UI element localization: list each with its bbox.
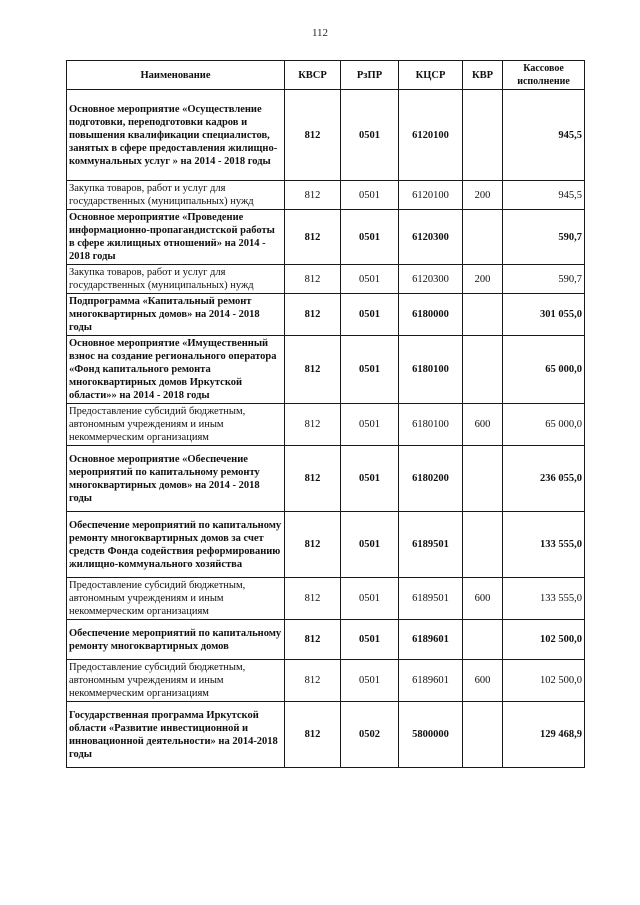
cell-cash-execution: 102 500,0 <box>503 620 585 660</box>
cell-kvr: 200 <box>463 265 503 294</box>
cell-name: Закупка товаров, работ и услуг для государственных (муниципальных) нужд <box>67 265 285 294</box>
cell-kvr: 600 <box>463 660 503 702</box>
cell-kvsr: 812 <box>285 512 341 578</box>
cell-rzpr: 0501 <box>341 336 399 404</box>
cell-kvsr: 812 <box>285 620 341 660</box>
table-header-row <box>67 61 585 90</box>
table-row <box>67 702 585 768</box>
cell-rzpr: 0501 <box>341 294 399 336</box>
table-body <box>67 90 585 768</box>
cell-cash-execution: 133 555,0 <box>503 578 585 620</box>
table-row <box>67 404 585 446</box>
cell-kvr <box>463 90 503 181</box>
cell-kvr <box>463 210 503 265</box>
table-row <box>67 578 585 620</box>
page-number: 112 <box>311 27 329 39</box>
cell-kcsr: 6189601 <box>399 620 463 660</box>
cell-name: Обеспечение мероприятий по капитальному ремонту многоквартирных домов <box>67 620 285 660</box>
cell-rzpr: 0501 <box>341 660 399 702</box>
cell-rzpr: 0501 <box>341 265 399 294</box>
cell-kvsr: 812 <box>285 336 341 404</box>
table-row <box>67 446 585 512</box>
cell-cash-execution: 65 000,0 <box>503 404 585 446</box>
table-row <box>67 336 585 404</box>
cell-kcsr: 6180100 <box>399 404 463 446</box>
cell-rzpr: 0501 <box>341 620 399 660</box>
cell-rzpr: 0501 <box>341 512 399 578</box>
cell-cash-execution: 133 555,0 <box>503 512 585 578</box>
cell-kvr: 200 <box>463 181 503 210</box>
budget-table <box>66 60 585 768</box>
cell-rzpr: 0502 <box>341 702 399 768</box>
cell-rzpr: 0501 <box>341 210 399 265</box>
cell-kcsr: 6120100 <box>399 90 463 181</box>
table-row <box>67 620 585 660</box>
cell-name: Закупка товаров, работ и услуг для государственных (муниципальных) нужд <box>67 181 285 210</box>
cell-kvsr: 812 <box>285 660 341 702</box>
cell-rzpr: 0501 <box>341 404 399 446</box>
cell-kcsr: 6180100 <box>399 336 463 404</box>
cell-rzpr: 0501 <box>341 446 399 512</box>
cell-kvsr: 812 <box>285 181 341 210</box>
cell-kvr <box>463 702 503 768</box>
cell-rzpr: 0501 <box>341 90 399 181</box>
header-rzpr: РзПР <box>341 61 399 90</box>
table-row <box>67 181 585 210</box>
cell-cash-execution: 945,5 <box>503 181 585 210</box>
cell-cash-execution: 65 000,0 <box>503 336 585 404</box>
cell-kvsr: 812 <box>285 578 341 620</box>
cell-kcsr: 6180200 <box>399 446 463 512</box>
cell-kvr: 600 <box>463 404 503 446</box>
cell-kvsr: 812 <box>285 265 341 294</box>
cell-name: Основное мероприятие «Осуществление подготовки, переподготовки кадров и повышения квалификации специалистов, занятых в сфере предоставления жилищно-коммунальных услуг » на 2014 - 2018 годы <box>67 90 285 181</box>
cell-kcsr: 6120100 <box>399 181 463 210</box>
cell-name: Предоставление субсидий бюджетным, автономным учреждениям и иным некоммерческим организациям <box>67 404 285 446</box>
cell-kvsr: 812 <box>285 210 341 265</box>
cell-kcsr: 5800000 <box>399 702 463 768</box>
cell-kcsr: 6120300 <box>399 210 463 265</box>
cell-cash-execution: 129 468,9 <box>503 702 585 768</box>
cell-kvr <box>463 512 503 578</box>
cell-kcsr: 6120300 <box>399 265 463 294</box>
cell-cash-execution: 590,7 <box>503 210 585 265</box>
cell-name: Основное мероприятие «Имущественный взнос на создание регионального оператора «Фонд капитального ремонта многоквартирных домов Иркутской области»» на 2014 - 2018 годы <box>67 336 285 404</box>
table-row <box>67 660 585 702</box>
cell-kvsr: 812 <box>285 702 341 768</box>
cell-cash-execution: 236 055,0 <box>503 446 585 512</box>
cell-kvsr: 812 <box>285 404 341 446</box>
table-row <box>67 512 585 578</box>
cell-cash-execution: 945,5 <box>503 90 585 181</box>
cell-cash-execution: 102 500,0 <box>503 660 585 702</box>
cell-kvr <box>463 336 503 404</box>
cell-rzpr: 0501 <box>341 578 399 620</box>
header-kcsr: КЦСР <box>399 61 463 90</box>
cell-kvr <box>463 294 503 336</box>
cell-rzpr: 0501 <box>341 181 399 210</box>
table-row <box>67 210 585 265</box>
cell-name: Государственная программа Иркутской области «Развитие инвестиционной и инновационной деятельности» на 2014-2018 годы <box>67 702 285 768</box>
cell-name: Основное мероприятие «Проведение информационно-пропагандистской работы в сфере жилищных отношений» на 2014 - 2018 годы <box>67 210 285 265</box>
table-row <box>67 90 585 181</box>
cell-kvsr: 812 <box>285 90 341 181</box>
header-cash-execution: Кассовое исполнение <box>503 61 585 90</box>
cell-kvsr: 812 <box>285 446 341 512</box>
header-kvr: КВР <box>463 61 503 90</box>
header-name: Наименование <box>67 61 285 90</box>
cell-kcsr: 6189501 <box>399 512 463 578</box>
cell-kcsr: 6189601 <box>399 660 463 702</box>
cell-kvsr: 812 <box>285 294 341 336</box>
cell-cash-execution: 301 055,0 <box>503 294 585 336</box>
cell-kvr <box>463 446 503 512</box>
cell-kvr <box>463 620 503 660</box>
table-row <box>67 294 585 336</box>
cell-kvr: 600 <box>463 578 503 620</box>
cell-name: Предоставление субсидий бюджетным, автономным учреждениям и иным некоммерческим организациям <box>67 660 285 702</box>
cell-name: Основное мероприятие «Обеспечение мероприятий по капитальному ремонту многоквартирных домов» на 2014 - 2018 годы <box>67 446 285 512</box>
cell-name: Обеспечение мероприятий по капитальному ремонту многоквартирных домов за счет средств Фонда содействия реформированию жилищно-коммунального хозяйства <box>67 512 285 578</box>
table-row <box>67 265 585 294</box>
header-kvsr: КВСР <box>285 61 341 90</box>
cell-kcsr: 6189501 <box>399 578 463 620</box>
cell-name: Предоставление субсидий бюджетным, автономным учреждениям и иным некоммерческим организациям <box>67 578 285 620</box>
cell-kcsr: 6180000 <box>399 294 463 336</box>
cell-cash-execution: 590,7 <box>503 265 585 294</box>
cell-name: Подпрограмма «Капитальный ремонт многоквартирных домов» на 2014 - 2018 годы <box>67 294 285 336</box>
